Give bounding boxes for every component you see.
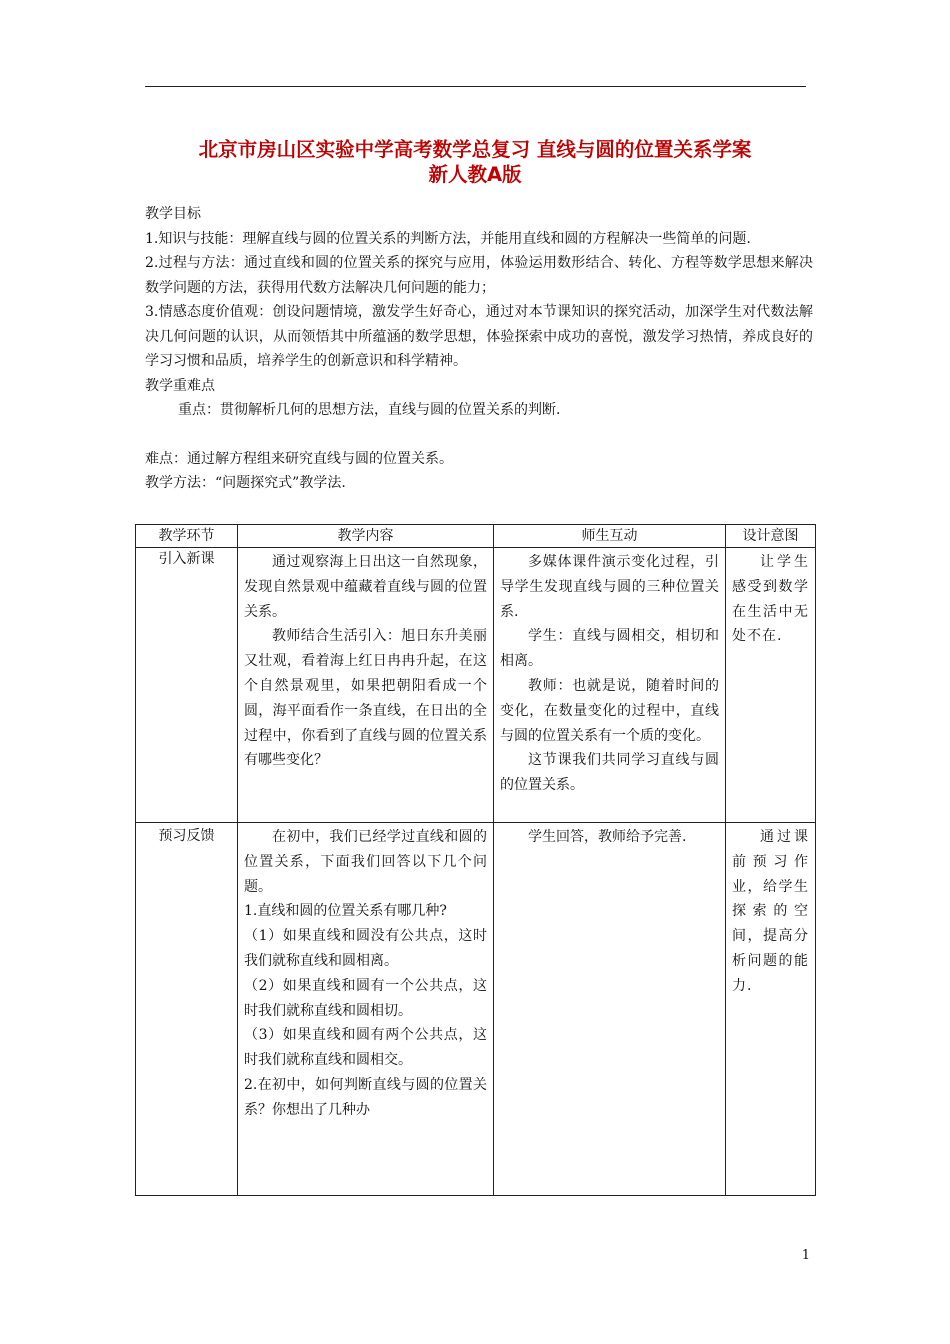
interaction-paragraph: 教师：也就是说，随着时间的变化，在数量变化的过程中，直线与圆的位置关系有一个质的变化。 bbox=[500, 677, 719, 744]
header-rule bbox=[145, 86, 806, 87]
teaching-method: 教学方法：“问题探究式”教学法. bbox=[145, 475, 346, 491]
design-cell bbox=[726, 823, 816, 1196]
table-header-row bbox=[136, 525, 816, 548]
document-body bbox=[145, 202, 813, 496]
lesson-plan-table bbox=[135, 524, 816, 1196]
content-paragraph: 通过观察海上日出这一自然现象，发现自然景观中蕴藏着直线与圆的位置关系。 bbox=[244, 554, 487, 620]
stage-cell: 预习反馈 bbox=[136, 823, 238, 1196]
header-design: 设计意图 bbox=[726, 525, 816, 548]
stage-cell: 引入新课 bbox=[136, 548, 238, 823]
interaction-cell bbox=[494, 823, 726, 1196]
content-paragraph: （2）如果直线和圆有一个公共点，这时我们就称直线和圆相切。 bbox=[244, 977, 487, 1019]
content-paragraph: （3）如果直线和圆有两个公共点，这时我们就称直线和圆相交。 bbox=[244, 1027, 487, 1069]
content-cell bbox=[238, 548, 494, 823]
content-paragraph: 1.直线和圆的位置关系有哪几种? bbox=[244, 903, 447, 920]
interaction-paragraph: 学生回答，教师给予完善. bbox=[528, 829, 687, 845]
design-paragraph: 让学生感受到数学在生活中无处不在. bbox=[732, 554, 809, 645]
key-point: 重点：贯彻解析几何的思想方法，直线与圆的位置关系的判断. bbox=[178, 402, 561, 418]
content-paragraph: 在初中，我们已经学过直线和圆的位置关系，下面我们回答以下几个问题。 bbox=[244, 829, 487, 895]
document-title bbox=[100, 137, 850, 187]
content-cell bbox=[238, 823, 494, 1196]
design-paragraph: 通过课前预习作业，给学生探索的空间，提高分析问题的能力. bbox=[732, 829, 809, 994]
table-row bbox=[136, 548, 816, 823]
objective-process: 2.过程与方法：通过直线和圆的位置关系的探究与应用，体验运用数形结合、转化、方程等数学思想来解决数学问题的方法，获得用代数方法解决几何问题的能力； bbox=[145, 255, 813, 296]
title-line-2: 新人教A版 bbox=[428, 163, 522, 186]
design-cell bbox=[726, 548, 816, 823]
header-content: 教学内容 bbox=[238, 525, 494, 548]
objectives-heading: 教学目标 bbox=[145, 206, 201, 222]
objective-attitude: 3.情感态度价值观：创设问题情境，激发学生好奇心，通过对本节课知识的探究活动，加深学生对代数法解决几何问题的认识，从而领悟其中所蕴涵的数学思想，体验探索中成功的喜悦，激发学习热情，养成良好的学习习惯和品质，培养学生的创新意识和科学精神。 bbox=[145, 304, 813, 369]
interaction-cell bbox=[494, 548, 726, 823]
objective-knowledge: 1.知识与技能：理解直线与圆的位置关系的判断方法，并能用直线和圆的方程解决一些简单的问题. bbox=[145, 230, 751, 247]
content-paragraph: 教师结合生活引入：旭日东升美丽又壮观，看着海上红日冉冉升起，在这个自然景观里，如果把朝阳看成一个圆，海平面看作一条直线，在日出的全过程中，你看到了直线与圆的位置关系有哪些变化？ bbox=[244, 628, 487, 769]
content-paragraph: 2.在初中，如何判断直线与圆的位置关系？你想出了几种办 bbox=[244, 1076, 487, 1118]
header-interaction: 师生互动 bbox=[494, 525, 726, 548]
interaction-paragraph: 多媒体课件演示变化过程，引导学生发现直线与圆的三种位置关系. bbox=[500, 554, 719, 620]
key-points-heading: 教学重难点 bbox=[145, 377, 215, 394]
difficult-point: 难点：通过解方程组来研究直线与圆的位置关系。 bbox=[145, 450, 453, 467]
header-stage: 教学环节 bbox=[136, 525, 238, 548]
page-number: 1 bbox=[801, 1248, 810, 1263]
interaction-paragraph: 这节课我们共同学习直线与圆的位置关系。 bbox=[500, 752, 719, 794]
content-paragraph: （1）如果直线和圆没有公共点，这时我们就称直线和圆相离。 bbox=[244, 928, 487, 969]
interaction-paragraph: 学生：直线与圆相交，相切和相离。 bbox=[500, 628, 719, 670]
table-row bbox=[136, 823, 816, 1196]
title-line-1: 北京市房山区实验中学高考数学总复习 直线与圆的位置关系学案 bbox=[198, 138, 752, 161]
